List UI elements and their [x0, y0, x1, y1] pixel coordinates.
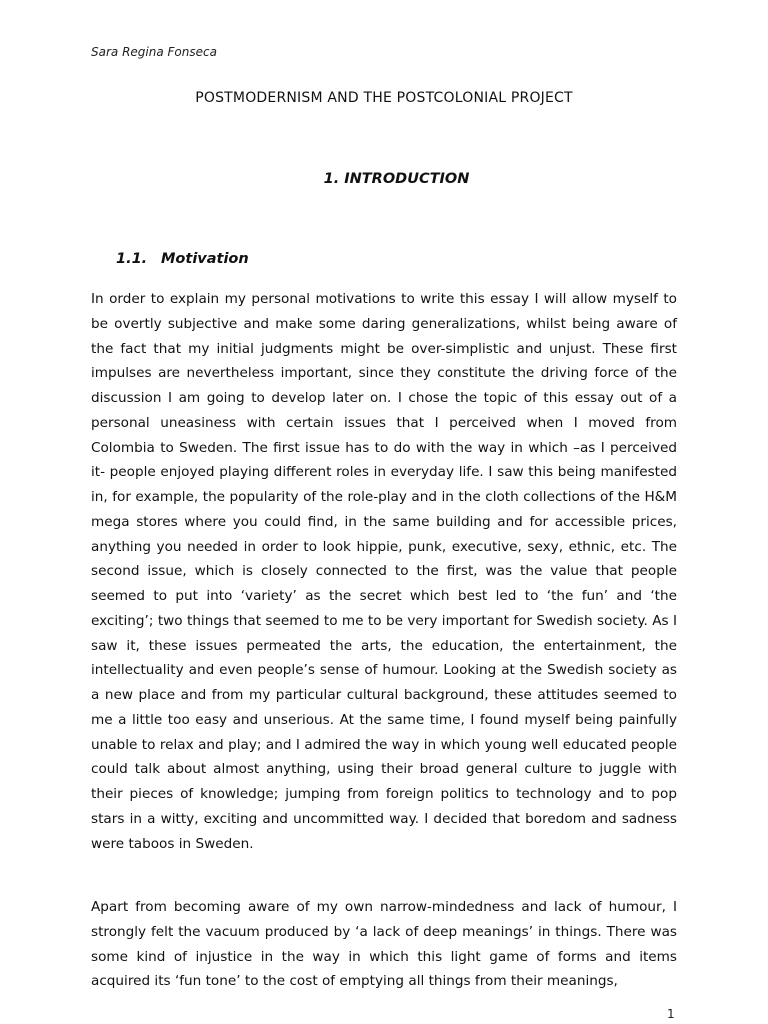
page-number: 1 [667, 1007, 675, 1021]
subsection-number: 1.1. [116, 251, 148, 267]
subsection-title: Motivation [161, 251, 249, 267]
author-name: Sara Regina Fonseca [91, 45, 217, 59]
paragraph: In order to explain my personal motivations to write this essay I will allow myself to be overtly subjective and make some daring generalizations, whilst being aware of the fact that my initial judgments might be over-simplistic and unjust. These first impulses are nevertheless important, since they constitute the driving force of the discussion I am going to develop later on. I chose the topic of this essay out of a personal uneasiness with certain issues that I perceived when I moved from Colombia to Sweden. The first issue has to do with the way in which –as I perceived it- people enjoyed playing different roles in everyday life. I saw this being manifested in, for example, the popularity of the role-play and in the cloth collections of the H&M mega stores where you could find, in the same building and for accessible prices, anything you needed in order to look hippie, punk, executive, sexy, ethnic, etc. The second issue, which is closely connected to the first, was the value that people seemed to put into ‘variety’ as the secret which best led to ‘the fun’ and ‘the exciting’; two things that seemed to me to be very important for Swedish society. As I saw it, these issues permeated the arts, the education, the entertainment, the intellectuality and even people’s sense of humour. Looking at the Swedish society as a new place and from my particular cultural background, these attitudes seemed to me a little too easy and unserious. At the same time, I found myself being painfully unable to relax and play; and I admired the way in which young well educated people could talk about almost anything, using their broad general culture to juggle with their pieces of knowledge; jumping from foreign politics to technology and to pop stars in a witty, exciting and uncommitted way. I decided that boredom and sadness were taboos in Sweden. [91, 291, 677, 852]
document-title: POSTMODERNISM AND THE POSTCOLONIAL PROJECT [195, 90, 573, 106]
section-heading: 1. INTRODUCTION [323, 171, 470, 187]
subsection-heading [116, 251, 249, 267]
paragraph: Apart from becoming aware of my own narrow-mindedness and lack of humour, I strongly felt the vacuum produced by ‘a lack of deep meanings’ in things. There was some kind of injustice in the way in which this light game of forms and items acquired its ‘fun tone’ to the cost of emptying all things from their meanings, [91, 899, 677, 990]
